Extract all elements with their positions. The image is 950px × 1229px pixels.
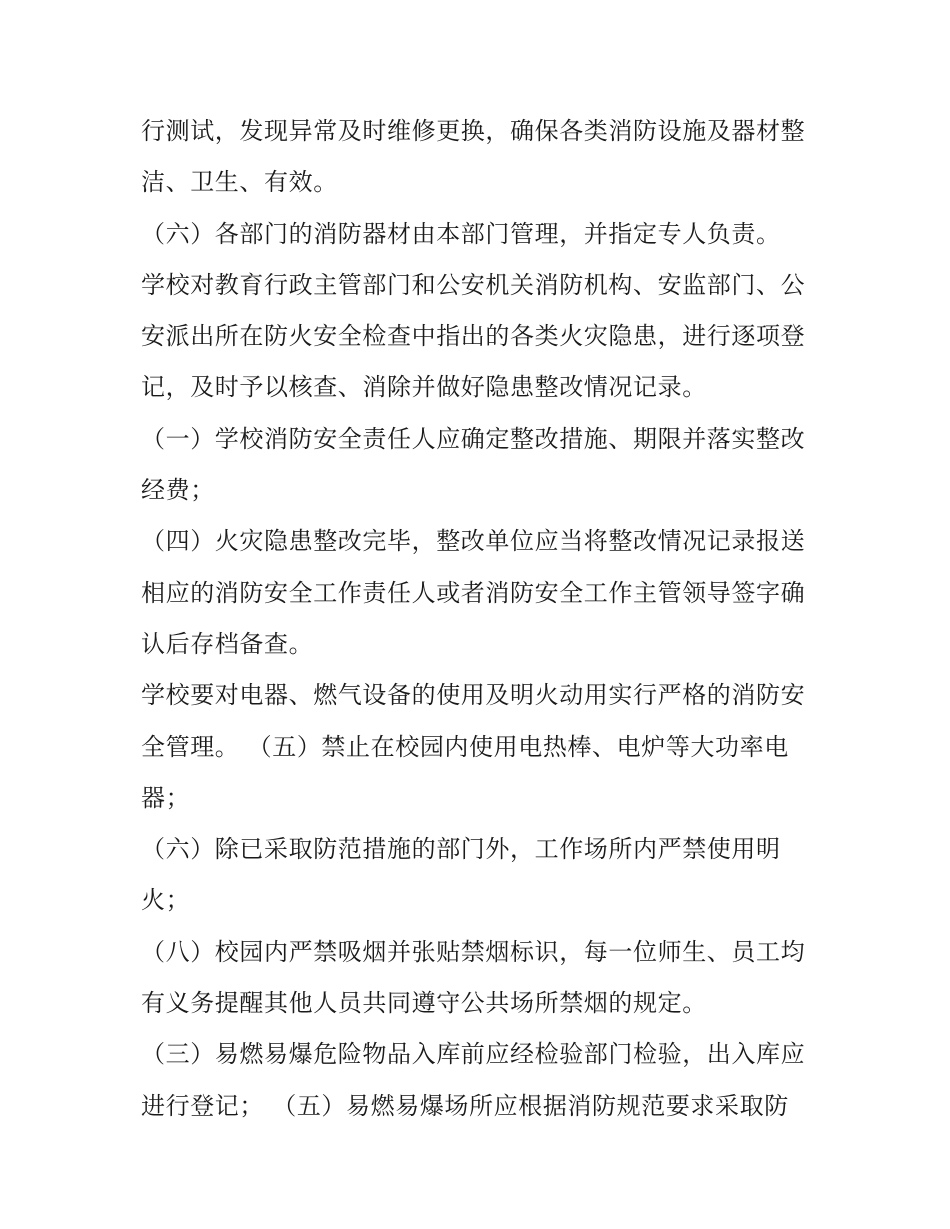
text-line: 安派出所在防火安全检查中指出的各类火灾隐患，进行逐项登 bbox=[141, 322, 806, 351]
text-line: 认后存档备查。 bbox=[141, 629, 314, 658]
text-line: （四）火灾隐患整改完毕，整改单位应当将整改情况记录报送 bbox=[141, 527, 806, 556]
text-line: （六）各部门的消防器材由本部门管理，并指定专人负责。 bbox=[141, 219, 781, 248]
text-line: （三）易燃易爆危险物品入库前应经检验部门检验，出入库应 bbox=[141, 1040, 806, 1069]
text-line: 记，及时予以核查、消除并做好隐患整改情况记录。 bbox=[141, 373, 707, 402]
text-line: 相应的消防安全工作责任人或者消防安全工作主管领导签字确 bbox=[141, 578, 806, 607]
text-line: 有义务提醒其他人员共同遵守公共场所禁烟的规定。 bbox=[141, 989, 707, 1018]
text-line: 学校要对电器、燃气设备的使用及明火动用实行严格的消防安 bbox=[141, 681, 806, 710]
text-line: 进行登记； （五）易燃易爆场所应根据消防规范要求采取防 bbox=[141, 1091, 789, 1120]
text-line: 器； bbox=[141, 783, 191, 812]
text-line: 全管理。 （五）禁止在校园内使用电热棒、电炉等大功率电 bbox=[141, 732, 789, 761]
text-line: 洁、卫生、有效。 bbox=[141, 168, 338, 197]
text-line: 学校对教育行政主管部门和公安机关消防机构、安监部门、公 bbox=[141, 270, 806, 299]
text-line: 火； bbox=[141, 886, 191, 915]
text-line: 经费； bbox=[141, 476, 215, 505]
text-line: （八）校园内严禁吸烟并张贴禁烟标识，每一位师生、员工均 bbox=[141, 937, 806, 966]
text-line: 行测试，发现异常及时维修更换，确保各类消防设施及器材整 bbox=[141, 117, 806, 145]
document-body bbox=[141, 106, 831, 1132]
text-line: （六）除已采取防范措施的部门外，工作场所内严禁使用明 bbox=[141, 835, 781, 864]
text-line: （一）学校消防安全责任人应确定整改措施、期限并落实整改 bbox=[141, 424, 806, 453]
